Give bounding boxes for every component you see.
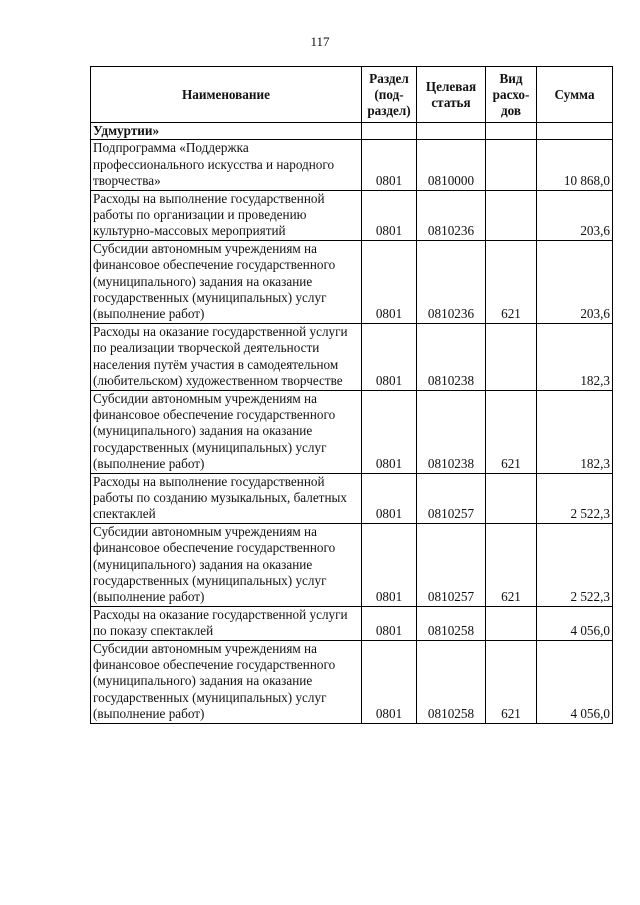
cell-sum: 2 522,3 [537, 523, 613, 606]
cell-sum: 10 868,0 [537, 140, 613, 190]
cell-target: 0810238 [417, 323, 486, 390]
cell-type [486, 190, 537, 240]
cell-target: 0810236 [417, 190, 486, 240]
cell-type: 621 [486, 390, 537, 473]
cell-sum: 2 522,3 [537, 473, 613, 523]
cell-name: Расходы на выполнение государственной работы по созданию музыкальных, балетных спектаклей [91, 473, 362, 523]
budget-table [90, 66, 613, 724]
cell-section: 0801 [362, 606, 417, 640]
cell-name: Субсидии автономным учреждениям на финансовое обеспечение государственного (муниципального) задания на оказание государственных (муниципальных) услуг (выполнение работ) [91, 390, 362, 473]
cell-target: 0810258 [417, 640, 486, 723]
header-target: Целевая статья [417, 67, 486, 123]
cell-type: 621 [486, 240, 537, 323]
cell-name: Расходы на выполнение государственной работы по организации и проведению культурно-массовых мероприятий [91, 190, 362, 240]
header-sum: Сумма [537, 67, 613, 123]
table-row [91, 606, 613, 640]
page-number: 117 [310, 34, 330, 49]
header-name: Наименование [91, 67, 362, 123]
cell-type [486, 140, 537, 190]
cell-target: 0810257 [417, 473, 486, 523]
cell-type: 621 [486, 523, 537, 606]
header-section: Раздел (под-раздел) [362, 67, 417, 123]
cell-type: 621 [486, 640, 537, 723]
cell-section: 0801 [362, 190, 417, 240]
table-row [91, 190, 613, 240]
cell-sum: 4 056,0 [537, 606, 613, 640]
table-row [91, 640, 613, 723]
cell-sum: 203,6 [537, 240, 613, 323]
cell-section: 0801 [362, 140, 417, 190]
cell-section: 0801 [362, 523, 417, 606]
cell-name: Расходы на оказание государственной услуги по показу спектаклей [91, 606, 362, 640]
cell-target: 0810257 [417, 523, 486, 606]
cell-target: 0810236 [417, 240, 486, 323]
cell-name: Подпрограмма «Поддержка профессионального искусства и народного творчества» [91, 140, 362, 190]
section-title: Удмуртии» [91, 123, 362, 140]
table-header-row [91, 67, 613, 123]
cell-section: 0801 [362, 240, 417, 323]
cell-sum: 182,3 [537, 323, 613, 390]
cell-target: 0810238 [417, 390, 486, 473]
table-row [91, 390, 613, 473]
cell-sum: 182,3 [537, 390, 613, 473]
table-row [91, 473, 613, 523]
cell-name: Субсидии автономным учреждениям на финансовое обеспечение государственного (муниципального) задания на оказание государственных (муниципальных) услуг (выполнение работ) [91, 640, 362, 723]
table-row [91, 140, 613, 190]
cell-sum: 4 056,0 [537, 640, 613, 723]
cell-name: Субсидии автономным учреждениям на финансовое обеспечение государственного (муниципального) задания на оказание государственных (муниципальных) услуг (выполнение работ) [91, 240, 362, 323]
section-row [91, 123, 613, 140]
cell-name: Субсидии автономным учреждениям на финансовое обеспечение государственного (муниципального) задания на оказание государственных (муниципальных) услуг (выполнение работ) [91, 523, 362, 606]
cell-target: 0810258 [417, 606, 486, 640]
cell-type [486, 323, 537, 390]
cell-target: 0810000 [417, 140, 486, 190]
cell-type [486, 473, 537, 523]
cell-name: Расходы на оказание государственной услуги по реализации творческой деятельности населения путём участия в самодеятельном (любительском) художественном творчестве [91, 323, 362, 390]
cell-section: 0801 [362, 473, 417, 523]
table-row [91, 523, 613, 606]
cell-section: 0801 [362, 390, 417, 473]
table-row [91, 240, 613, 323]
cell-section: 0801 [362, 323, 417, 390]
cell-section: 0801 [362, 640, 417, 723]
header-type: Вид расхо-дов [486, 67, 537, 123]
cell-type [486, 606, 537, 640]
cell-sum: 203,6 [537, 190, 613, 240]
table-row [91, 323, 613, 390]
